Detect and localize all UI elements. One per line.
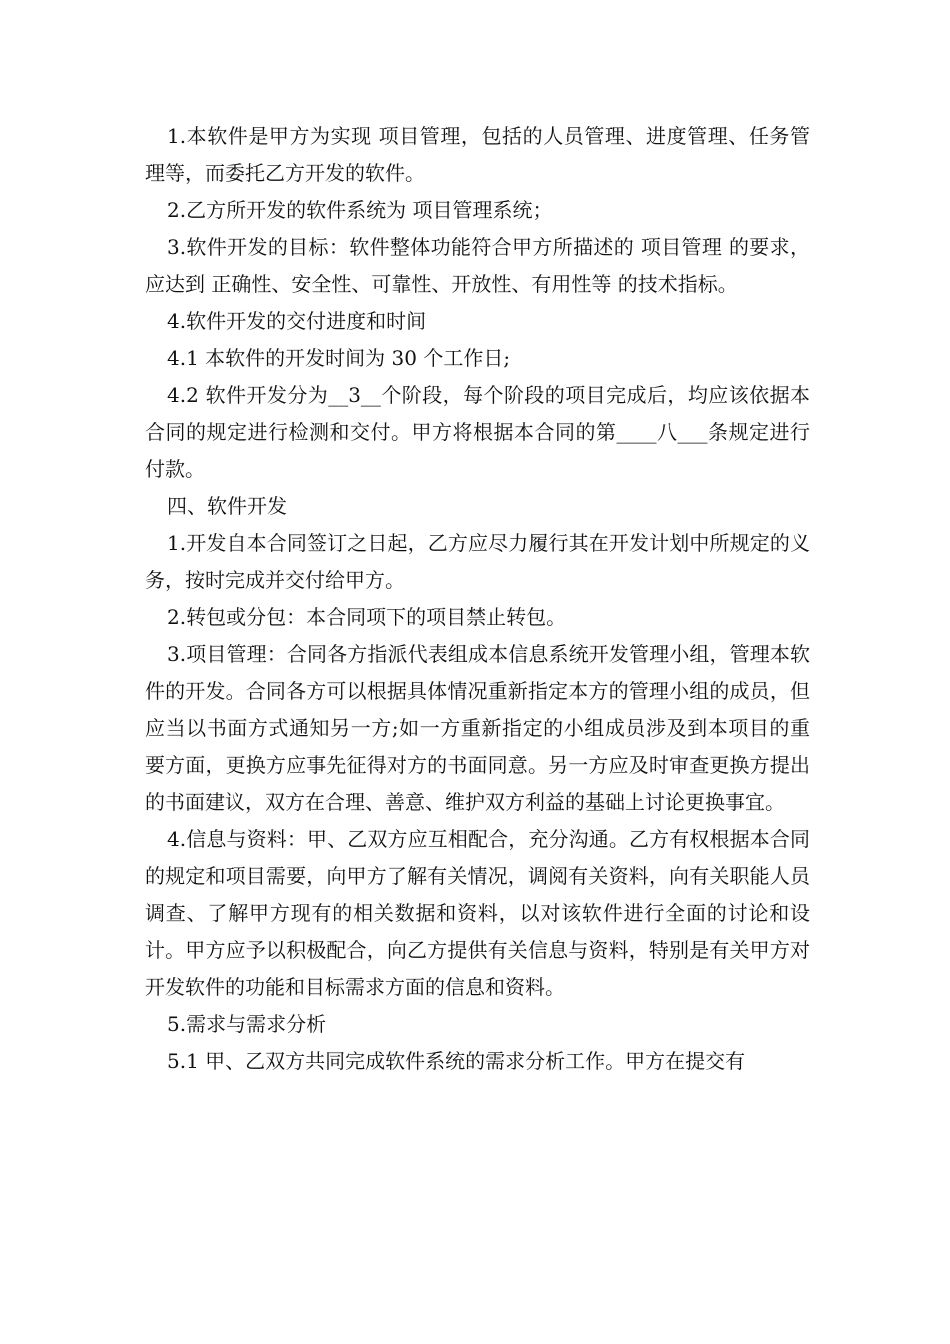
clause-4-1-duration: 4.1 本软件的开发时间为 30 个工作日;	[167, 346, 511, 370]
section-4-heading: 四、软件开发	[167, 494, 287, 518]
dev-clause-1-start: 1.开发自本合同签订之日起，乙方应尽力履行其在开发计划中所规定的义务，按时完成并交付给甲方。	[145, 531, 810, 592]
clause-1-purpose: 1.本软件是甲方为实现 项目管理，包括的人员管理、进度管理、任务管理等，而委托乙方开发的软件。	[145, 124, 810, 185]
document-body	[145, 118, 810, 1080]
dev-clause-5-1-requirements: 5.1 甲、乙双方共同完成软件系统的需求分析工作。甲方在提交有	[167, 1049, 746, 1073]
clause-4-2-phases: 4.2 软件开发分为__3__个阶段，每个阶段的项目完成后，均应该依据本合同的规定进行检测和交付。甲方将根据本合同的第____八___条规定进行付款。	[145, 383, 810, 481]
clause-4-delivery-heading: 4.软件开发的交付进度和时间	[167, 309, 427, 333]
dev-clause-5-requirements-heading: 5.需求与需求分析	[167, 1012, 327, 1036]
dev-clause-2-subcontract: 2.转包或分包：本合同项下的项目禁止转包。	[167, 605, 567, 629]
dev-clause-3-management: 3.项目管理：合同各方指派代表组成本信息系统开发管理小组，管理本软件的开发。合同各方可以根据具体情况重新指定本方的管理小组的成员，但应当以书面方式通知另一方;如一方重新指定的小组成员涉及到本项目的重要方面，更换方应事先征得对方的书面同意。另一方应及时审查更换方提出的书面建议，双方在合理、善意、维护双方利益的基础上讨论更换事宜。	[145, 642, 810, 814]
dev-clause-4-information: 4.信息与资料：甲、乙双方应互相配合，充分沟通。乙方有权根据本合同的规定和项目需要，向甲方了解有关情况，调阅有关资料，向有关职能人员调查、了解甲方现有的相关数据和资料，以对该软件进行全面的讨论和设计。甲方应予以积极配合，向乙方提供有关信息与资料，特别是有关甲方对开发软件的功能和目标需求方面的信息和资料。	[145, 827, 810, 999]
clause-2-system-name: 2.乙方所开发的软件系统为 项目管理系统；	[167, 198, 553, 222]
clause-3-objectives: 3.软件开发的目标：软件整体功能符合甲方所描述的 项目管理 的要求，应达到 正确性、安全性、可靠性、开放性、有用性等 的技术指标。	[145, 235, 810, 296]
